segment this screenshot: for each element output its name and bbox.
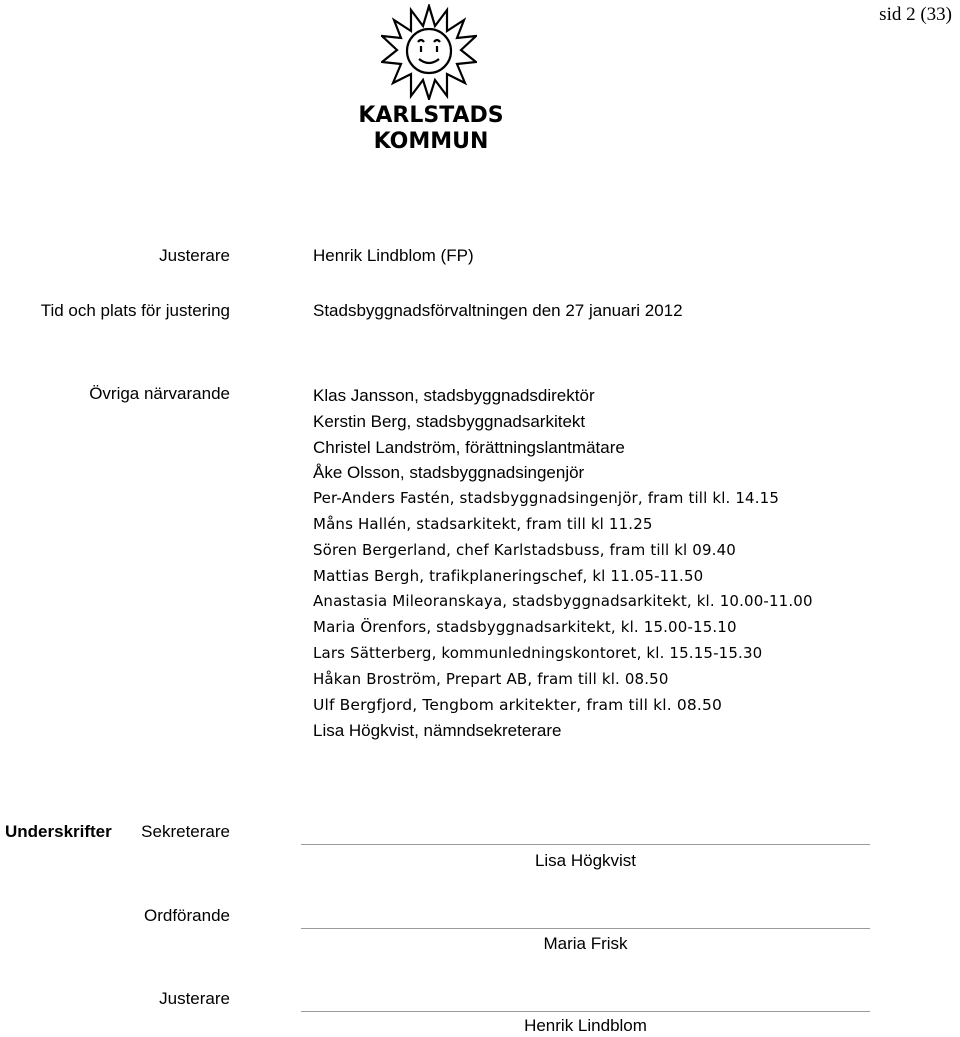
signature-line (301, 1011, 870, 1012)
signature-role-sekreterare: Sekreterare (141, 822, 230, 841)
attendee-item: Christel Landström, förättningslantmätare (313, 437, 625, 457)
page-number: sid 2 (33) (879, 4, 952, 25)
justerare-label: Justerare (159, 246, 230, 265)
attendee-item: Åke Olsson, stadsbyggnadsingenjör (313, 463, 585, 483)
attendee-item: Måns Hallén, stadsarkitekt, fram till kl 11.25 (313, 514, 653, 533)
signature-name-ordforande: Maria Frisk (543, 934, 628, 953)
attendee-item: Per-Anders Fastén, stadsbyggnadsingenjör, fram till kl. 14.15 (313, 489, 780, 508)
attendee-item: Kerstin Berg, stadsbyggnadsarkitekt (313, 411, 586, 431)
logo-wordmark: KARLSTADS KOMMUN (358, 103, 504, 154)
justerare-value: Henrik Lindblom (FP) (313, 246, 474, 265)
signatures-heading: Underskrifter (5, 822, 112, 841)
signature-line (301, 928, 870, 929)
attendee-list (313, 383, 813, 744)
signature-name-justerare: Henrik Lindblom (524, 1016, 647, 1035)
attendee-item: Lars Sätterberg, kommunledningskontoret, kl. 15.15-15.30 (313, 643, 763, 662)
tid-plats-value: Stadsbyggnadsförvaltningen den 27 januari 2012 (313, 301, 683, 320)
attendee-item: Klas Jansson, stadsbyggnadsdirektör (313, 386, 595, 405)
attendee-item: Lisa Högkvist, nämndsekreterare (313, 721, 562, 741)
attendee-item: Ulf Bergfjord, Tengbom arkitekter, fram till kl. 08.50 (313, 695, 723, 714)
signature-role-justerare: Justerare (159, 989, 230, 1008)
signature-role-ordforande: Ordförande (144, 906, 230, 925)
attendee-item: Mattias Bergh, trafikplaneringschef, kl 11.05-11.50 (313, 566, 704, 585)
tid-plats-label: Tid och plats för justering (40, 301, 230, 320)
ovriga-narvarande-label: Övriga närvarande (89, 384, 230, 403)
attendee-item: Maria Örenfors, stadsbyggnadsarkitekt, kl. 15.00-15.10 (313, 618, 737, 637)
attendee-item: Håkan Broström, Prepart AB, fram till kl. 08.50 (313, 669, 669, 688)
karlstads-kommun-logo (300, 4, 562, 154)
sun-logo-icon (381, 4, 477, 100)
signature-line (301, 844, 870, 845)
attendee-item: Anastasia Mileoranskaya, stadsbyggnadsarkitekt, kl. 10.00-11.00 (313, 592, 813, 611)
signature-name-sekreterare: Lisa Högkvist (534, 851, 637, 870)
attendee-item: Sören Bergerland, chef Karlstadsbuss, fram till kl 09.40 (313, 540, 736, 559)
